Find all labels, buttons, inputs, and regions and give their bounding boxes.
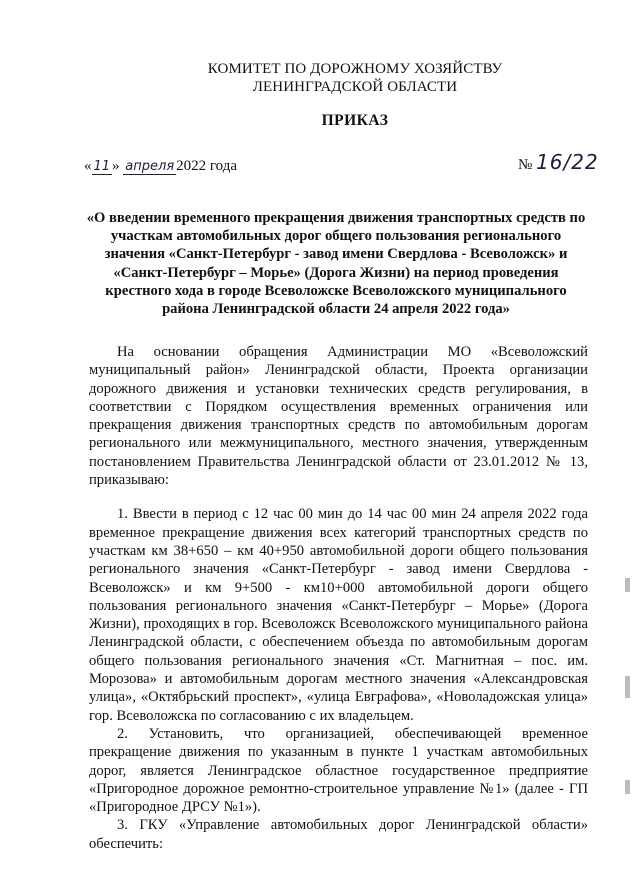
org-line-2: ЛЕНИНГРАДСКОЙ ОБЛАСТИ xyxy=(252,79,458,95)
order-body xyxy=(89,343,588,853)
scan-edge-mark xyxy=(625,676,630,698)
item-2-paragraph: 2. Установить, что организацией, обеспечивающей временное прекращение движения по указанным в пункте 1 участкам автомобильных дорог, является Ленинградское областное государственное предприятие «Пригородное дорожное ремонтно-строительное управление №1» (далее - ГП «Пригородное ДРСУ №1»). xyxy=(89,725,588,816)
item-1-paragraph: 1. Ввести в период с 12 час 00 мин до 14 час 00 мин 24 апреля 2022 года временное прекращение движения всех категорий транспортных средств по участкам км 38+650 – км 40+950 автомобильной дороги общего пользования регионального значения «Санкт-Петербург - завод имени Свердлова - Всеволожск» и км 9+500 - км10+000 автомобильной дороги общего пользования регионального значения «Санкт-Петербург – Морье» (Дорога Жизни), проходящих в гор. Всеволожск Всеволожского муниципального района Ленинградской области, с обеспечением объезда по автомобильным дорогам общего пользования регионального значения «Ст. Магнитная – пос. им. Морозова» и автомобильным дорогам местного значения «Александровская улица», «Октябрьский проспект», «улица Евграфова», «Новоладожская улица» гор. Всеволожска по согласованию с их владельцем. xyxy=(89,506,588,724)
order-subject: «О введении временного прекращения движения транспортных средств по участкам автомобильных дорог общего пользования регионального значения «Санкт-Петербург - завод имени Свердлова - Всеволожск» и «Санкт-Петербург – Морье» (Дорога Жизни) на период проведения крестного хода в городе Всеволожске Всеволожского муниципального района Ленинградской области 24 апреля 2022 года» xyxy=(86,210,586,318)
order-number-handwritten: 16/22 xyxy=(536,150,599,174)
order-number-prefix: № xyxy=(518,157,533,173)
date-open-quote: « xyxy=(84,158,92,174)
scan-edge-mark xyxy=(625,578,630,592)
date-month-handwritten: апреля xyxy=(125,159,175,174)
order-date xyxy=(84,158,237,175)
date-year-text: 2022 года xyxy=(176,158,238,174)
scan-edge-mark xyxy=(625,780,630,794)
date-close-quote: » xyxy=(112,158,120,174)
order-number xyxy=(518,150,599,174)
document-type: ПРИКАЗ xyxy=(321,112,389,129)
item-3-paragraph: 3. ГКУ «Управление автомобильных дорог Ленинградской области» обеспечить: xyxy=(89,817,588,852)
organization-header xyxy=(150,60,560,96)
date-day-handwritten: 11 xyxy=(93,159,111,174)
preamble-paragraph: На основании обращения Администрации МО «Всеволожский муниципальный район» Ленинградской области, Проекта организации дорожного движения и установки технических средств регулирования, в соответствии с Порядком осуществления временных ограничения или прекращения движения транспортных средств по автомобильным дорогам регионального или межмуниципального, местного значения, утвержденным постановлением Правительства Ленинградской области от 23.01.2012 № 13, приказываю: xyxy=(89,344,588,489)
org-line-1: КОМИТЕТ ПО ДОРОЖНОМУ ХОЗЯЙСТВУ xyxy=(207,61,503,77)
